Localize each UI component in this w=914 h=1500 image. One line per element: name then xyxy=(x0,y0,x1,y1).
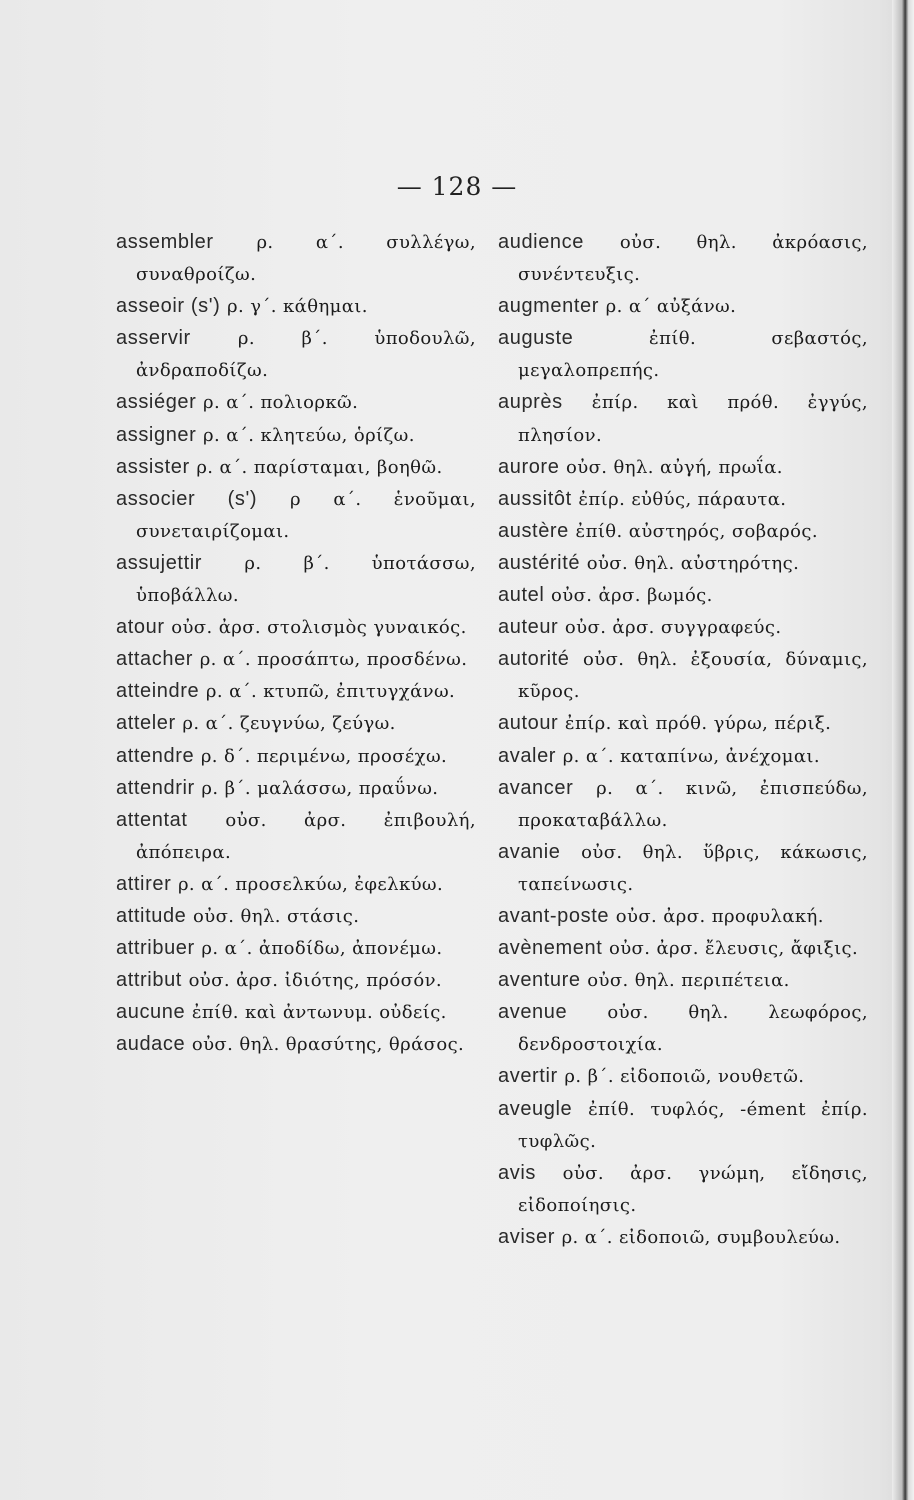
entry-headword: attendrir xyxy=(116,776,195,799)
entry-headword: atteler xyxy=(116,712,176,735)
entry-headword: avant-poste xyxy=(498,904,610,927)
entry-headword: assigner xyxy=(116,423,197,446)
dictionary-entry xyxy=(498,226,868,290)
entry-headword: attribut xyxy=(116,969,182,992)
dictionary-entry xyxy=(498,1157,868,1221)
dictionary-entry xyxy=(498,996,868,1060)
entry-definition: οὐσ. ἀρσ. ἔλευσις, ἄφιξις. xyxy=(608,938,859,960)
entry-headword: aveugle xyxy=(498,1097,573,1120)
dictionary-entry xyxy=(498,322,868,386)
entry-headword: assujettir xyxy=(116,551,203,574)
entry-definition: ρ. α΄. παρίσταμαι, βοηθῶ. xyxy=(196,456,443,478)
entry-definition: ρ. α΄ αὐξάνω. xyxy=(605,296,737,318)
entry-headword: attribuer xyxy=(116,937,195,960)
entry-headword: aviser xyxy=(498,1225,555,1248)
dictionary-entry xyxy=(116,419,476,451)
dictionary-entry xyxy=(498,1060,868,1092)
entry-headword: avaler xyxy=(498,744,557,767)
dictionary-entry xyxy=(498,386,868,450)
entry-definition: οὐσ. θηλ. στάσις. xyxy=(193,905,360,927)
entry-definition: ρ. α΄. κτυπῶ, ἐπιτυγχάνω. xyxy=(205,681,456,703)
entry-headword: attacher xyxy=(116,648,194,671)
dictionary-entry xyxy=(498,964,868,996)
entry-headword: autel xyxy=(498,584,545,607)
entry-definition: ρ. β΄. μαλάσσω, πραΰνω. xyxy=(201,777,439,799)
entry-headword: assister xyxy=(116,455,190,478)
entry-definition: οὐσ. θηλ. περιπέτεια. xyxy=(587,970,790,992)
entry-definition: ἐπίθ. αὐστηρός, σοβαρός. xyxy=(575,520,818,542)
entry-definition: ρ. β΄. εἰδοποιῶ, νουθετῶ. xyxy=(564,1066,805,1088)
dictionary-entry xyxy=(116,900,476,932)
entry-definition: οὐσ. θηλ. ἐξουσία, δύναμις, κῦρος. xyxy=(518,649,869,703)
entry-definition: ἐπίθ. τυφλός, -ément ἐπίρ. τυφλῶς. xyxy=(518,1098,868,1152)
dictionary-entry xyxy=(498,451,868,483)
entry-definition: ρ. β΄. ὑποδουλῶ, ἀνδραποδίζω. xyxy=(136,328,476,382)
entry-definition: οὐσ. θηλ. θρασύτης, θράσος. xyxy=(191,1034,465,1056)
entry-headword: auguste xyxy=(498,327,574,350)
entry-headword: autour xyxy=(498,712,559,735)
dictionary-entry xyxy=(498,1093,868,1157)
entry-headword: autorité xyxy=(498,648,570,671)
entry-definition: οὐσ. ἀρσ. γνώμη, εἴδησις, εἰδοποίησις. xyxy=(518,1162,868,1216)
dictionary-entry xyxy=(498,932,868,964)
entry-definition: οὐσ. θηλ. λεωφόρος, δενδροστοιχία. xyxy=(518,1002,868,1056)
entry-definition: ρ. α΄. κλητεύω, ὁρίζω. xyxy=(203,424,415,446)
entry-definition: ρ. γ΄. κάθημαι. xyxy=(226,296,368,318)
entry-definition: οὐσ. ἀρσ. ἰδιότης, πρόσόν. xyxy=(188,970,443,992)
entry-definition: οὐσ. θηλ. αὐγή, πρωΐα. xyxy=(566,456,783,478)
entry-headword: auprès xyxy=(498,391,563,414)
entry-definition: ρ. α΄. προσάπτω, προσδένω. xyxy=(199,649,468,671)
left-column xyxy=(116,226,476,1060)
entry-definition: οὐσ. ἀρσ. ἐπιβουλή, ἀπόπειρα. xyxy=(136,809,476,863)
dictionary-entry xyxy=(116,322,476,386)
entry-definition: ρ. α΄. ζευγνύω, ζεύγω. xyxy=(182,713,396,735)
entry-headword: avancer xyxy=(498,776,574,799)
entry-headword: attendre xyxy=(116,744,195,767)
entry-headword: aussitôt xyxy=(498,487,572,510)
entry-headword: audace xyxy=(116,1033,186,1056)
entry-definition: ρ. α΄. εἰδοποιῶ, συμβουλεύω. xyxy=(561,1226,841,1248)
entry-definition: οὐσ. ἀρσ. προφυλακή. xyxy=(615,905,824,927)
dictionary-entry xyxy=(116,611,476,643)
entry-definition: ρ. α΄. πολιορκῶ. xyxy=(203,392,359,414)
entry-definition: οὐσ. θηλ. ὕβρις, κάκωσις, ταπείνωσις. xyxy=(518,841,868,895)
dictionary-entry xyxy=(116,804,476,868)
dictionary-entry xyxy=(116,996,476,1028)
entry-headword: avenue xyxy=(498,1001,568,1024)
dictionary-entry xyxy=(498,900,868,932)
entry-headword: assembler xyxy=(116,231,214,253)
dictionary-entry xyxy=(498,643,868,707)
dictionary-entry xyxy=(498,1221,868,1253)
dictionary-entry xyxy=(498,547,868,579)
entry-headword: attitude xyxy=(116,904,187,927)
entry-headword: atteindre xyxy=(116,680,200,703)
dictionary-entry xyxy=(116,451,476,483)
dictionary-entry xyxy=(498,579,868,611)
entry-definition: ρ. α΄. προσελκύω, ἐφελκύω. xyxy=(177,873,444,895)
entry-headword: asseoir (s') xyxy=(116,295,221,318)
entry-definition: οὐσ. ἀρσ. βωμός. xyxy=(550,585,713,607)
dictionary-entry xyxy=(116,868,476,900)
dictionary-entry xyxy=(498,611,868,643)
entry-headword: auteur xyxy=(498,616,559,639)
dictionary-entry xyxy=(498,483,868,515)
dictionary-entry xyxy=(498,290,868,322)
dictionary-entry xyxy=(116,547,476,611)
entry-definition: ρ. α΄. καταπίνω, ἀνέχομαι. xyxy=(562,745,820,767)
entry-headword: avis xyxy=(498,1161,536,1184)
dictionary-entry xyxy=(116,483,476,547)
book-spine-shadow xyxy=(892,0,914,1500)
entry-headword: aventure xyxy=(498,969,581,992)
dictionary-entry xyxy=(116,964,476,996)
entry-headword: avènement xyxy=(498,937,603,960)
dictionary-entry xyxy=(498,740,868,772)
dictionary-entry xyxy=(116,772,476,804)
entry-definition: ρ. α΄. συλλέγω, συναθροίζω. xyxy=(136,232,476,286)
entry-definition: ἐπίθ. σεβαστός, μεγαλοπρεπής. xyxy=(518,328,868,382)
entry-definition: ρ. α΄. κινῶ, ἐπισπεύδω, προκαταβάλλω. xyxy=(518,777,868,831)
dictionary-entry xyxy=(116,643,476,675)
entry-headword: avertir xyxy=(498,1065,558,1088)
dictionary-entry xyxy=(498,836,868,900)
entry-definition: ρ α΄. ἑνοῦμαι, συνεταιρίζομαι. xyxy=(136,488,476,542)
entry-headword: atour xyxy=(116,616,165,639)
entry-definition: ρ. δ΄. περιμένω, προσέχω. xyxy=(200,745,448,767)
entry-headword: audience xyxy=(498,231,584,253)
entry-headword: attentat xyxy=(116,808,188,831)
dictionary-entry xyxy=(116,290,476,322)
entry-definition: οὐσ. ἀρσ. στολισμὸς γυναικός. xyxy=(171,617,467,639)
entry-headword: associer (s') xyxy=(116,487,258,510)
entry-headword: aucune xyxy=(116,1001,186,1024)
entry-definition: ἐπίρ. καὶ πρόθ. ἐγγύς, πλησίον. xyxy=(518,392,868,446)
entry-definition: ρ. β΄. ὑποτάσσω, ὑποβάλλω. xyxy=(136,552,476,607)
entry-definition: οὐσ. θηλ. ἀκρόασις, συνέντευξις. xyxy=(518,232,868,286)
entry-definition: ἐπίρ. εὐθύς, πάραυτα. xyxy=(578,488,787,510)
page-number: — 128 — xyxy=(396,172,518,201)
entry-headword: attirer xyxy=(116,872,172,895)
entry-headword: avanie xyxy=(498,840,561,863)
dictionary-entry xyxy=(116,932,476,964)
dictionary-entry xyxy=(116,226,476,290)
right-column xyxy=(498,226,868,1253)
entry-headword: aurore xyxy=(498,455,560,478)
entry-headword: austérité xyxy=(498,551,581,574)
entry-definition: οὐσ. θηλ. αὐστηρότης. xyxy=(586,552,800,574)
entry-definition: ἐπίθ. καὶ ἀντωνυμ. οὐδείς. xyxy=(191,1002,447,1024)
dictionary-entry xyxy=(116,1028,476,1060)
entry-definition: ἐπίρ. καὶ πρόθ. γύρω, πέριξ. xyxy=(564,713,832,735)
entry-headword: asservir xyxy=(116,327,191,350)
dictionary-entry xyxy=(116,675,476,707)
dictionary-entry xyxy=(498,707,868,739)
dictionary-entry xyxy=(116,740,476,772)
dictionary-entry xyxy=(498,515,868,547)
entry-definition: ρ. α΄. ἀποδίδω, ἀπονέμω. xyxy=(201,938,443,960)
dictionary-entry xyxy=(116,707,476,739)
dictionary-entry xyxy=(498,772,868,836)
dictionary-entry xyxy=(116,386,476,418)
entry-headword: assiéger xyxy=(116,391,197,414)
entry-headword: augmenter xyxy=(498,295,600,318)
entry-headword: austère xyxy=(498,519,569,542)
entry-definition: οὐσ. ἀρσ. συγγραφεύς. xyxy=(564,617,782,639)
